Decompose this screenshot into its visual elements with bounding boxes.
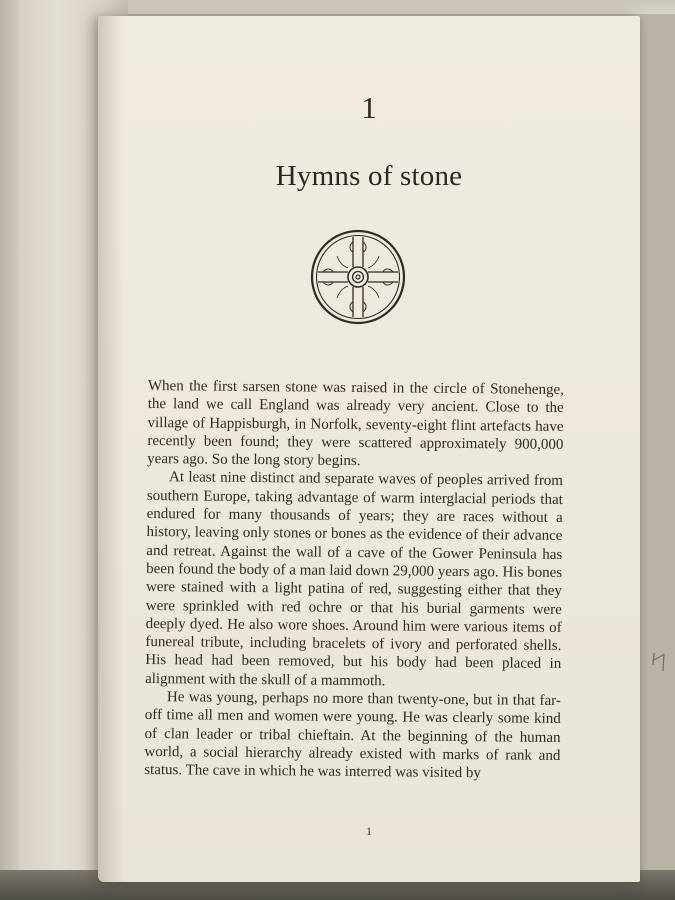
chapter-number: 1	[361, 90, 377, 125]
left-page-edge	[0, 0, 20, 900]
paragraph-2: At least nine distinct and separate waves of peoples arrived from southern Europe, taking advantage of warm interglacial periods that endured for many thousands of years; they are races without a history, leaving only stones or bones as the evidence of their advance and retreat. Against the wall of a cave of the Gower Peninsula has been found the body of a man laid down 29,000 years ago. His bones were stained with a light patina of red, suggesting either that they were sprinkled with red ochre or that his burial garments were deeply dyed. He also wore shoes. Around him were various items of funereal tribute, including bracelets of ivory and perforated shells. His head had been removed, but his body had been placed in alignment with the skull of a mammoth.	[145, 469, 564, 690]
page-number: 1	[366, 824, 372, 838]
paragraph-1: When the first sarsen stone was raised in the circle of Stonehenge, the land we call England was already very ancient. Close to the village of Happisburgh, in Norfolk, seventy-eight flint artefacts have recently been found; they were scattered approximately 900,000 years ago. So the long story begins.	[147, 377, 564, 470]
gutter-shadow	[98, 16, 124, 882]
book-page	[98, 16, 640, 882]
circle-cross-emblem-icon	[309, 228, 407, 326]
chapter-title: Hymns of stone	[275, 160, 463, 192]
chapter-body	[144, 377, 564, 784]
pencil-mark-icon	[650, 650, 670, 674]
paragraph-3: He was young, perhaps no more than twenty-one, but in that far-off time all men and women were young. He was clearly some kind of clan leader or tribal chieftain. At the beginning of the human world, a social hierarchy already existed with marks of rank and status. The cave in which he was interred was visited by	[144, 689, 561, 782]
